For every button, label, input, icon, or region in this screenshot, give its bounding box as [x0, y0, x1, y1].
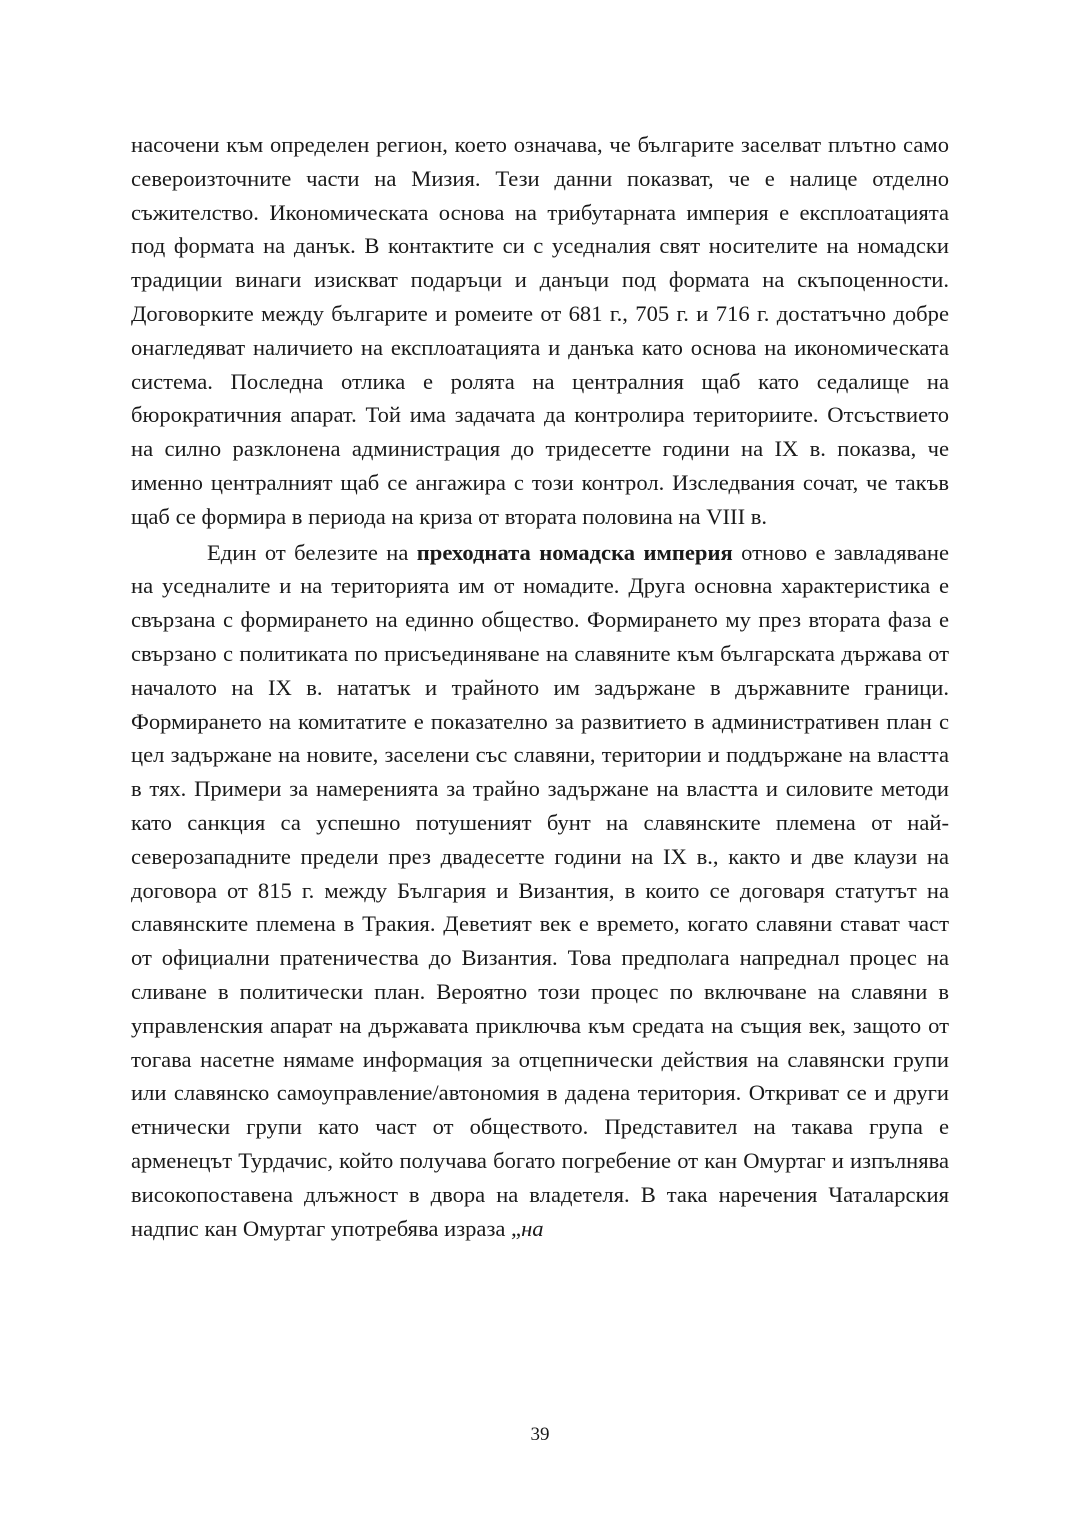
paragraph-text: Един от белезите на: [207, 539, 417, 565]
page-number: 39: [530, 1424, 550, 1445]
bold-term: преходната номадска империя: [416, 539, 733, 565]
paragraph-text: отново е завладяване на уседналите и на територията им от номадите. Друга основна характеристика е свързана с формирането на единно общество. Формирането му през втората фаза е свързано с политиката по присъединяване на славяните към българската държава от началото на IX в. нататък и трайното им задържане в държавните граници. Формирането на комитатите е показателно за развитието в административен план с цел задържане на новите, заселени със славяни, територии и поддържане на властта в тях. Примери за намеренията за трайно задържане на властта и силовите методи като санкция са успешно потушеният бунт на славянските племена от най-северозападните предели през двадесетте години на IX в., както и две клаузи на договора от 815 г. между България и Византия, в които се договаря статутът на славянските племена в Тракия. Деветият век е времето, когато славяни стават част от официални пратеничества до Византия. Това предполага напреднал процес на сливане в политически план. Вероятно този процес по включване на славяни в управленския апарат на държавата приключва към средата на същия век, защото от тогава насетне нямаме информация за отцепнически действия на славянски групи или славянско самоуправление/автономия в дадена територия. Откриват се и други етнически групи като част от обществото. Представител на такава група е арменецът Турдачис, който получава богато погребение от кан Омуртаг и изпълнява високопоставена длъжност в двора на владетеля. В така наречения Чаталарския надпис кан Омуртаг употребява израза „: [131, 539, 949, 1241]
page-body: [131, 128, 949, 1245]
paragraph: [131, 536, 949, 1246]
paragraph: насочени към определен регион, което означава, че българите заселват плътно само североизточните части на Мизия. Тези данни показват, че е налице отделно съжителство. Икономическата основа на трибутарната империя е експлоатацията под формата на данък. В контактите си с уседналия свят носителите на номадски традиции винаги изискват подаръци и данъци под формата на скъпоценности. Договорките между българите и ромеите от 681 г., 705 г. и 716 г. достатъчно добре онагледяват наличието на експлоатацията и данъка като основа на икономическата система. Последна отлика е ролята на централния щаб като седалище на бюрократичния апарат. Той има задачата да контролира териториите. Отсъствието на силно разклонена администрация до тридесетте години на IX в. показва, че именно централният щаб се ангажира с този контрол. Изследвания сочат, че такъв щаб се формира в периода на криза от втората половина на VIII в.: [131, 132, 949, 529]
italic-quote: на: [521, 1215, 544, 1241]
